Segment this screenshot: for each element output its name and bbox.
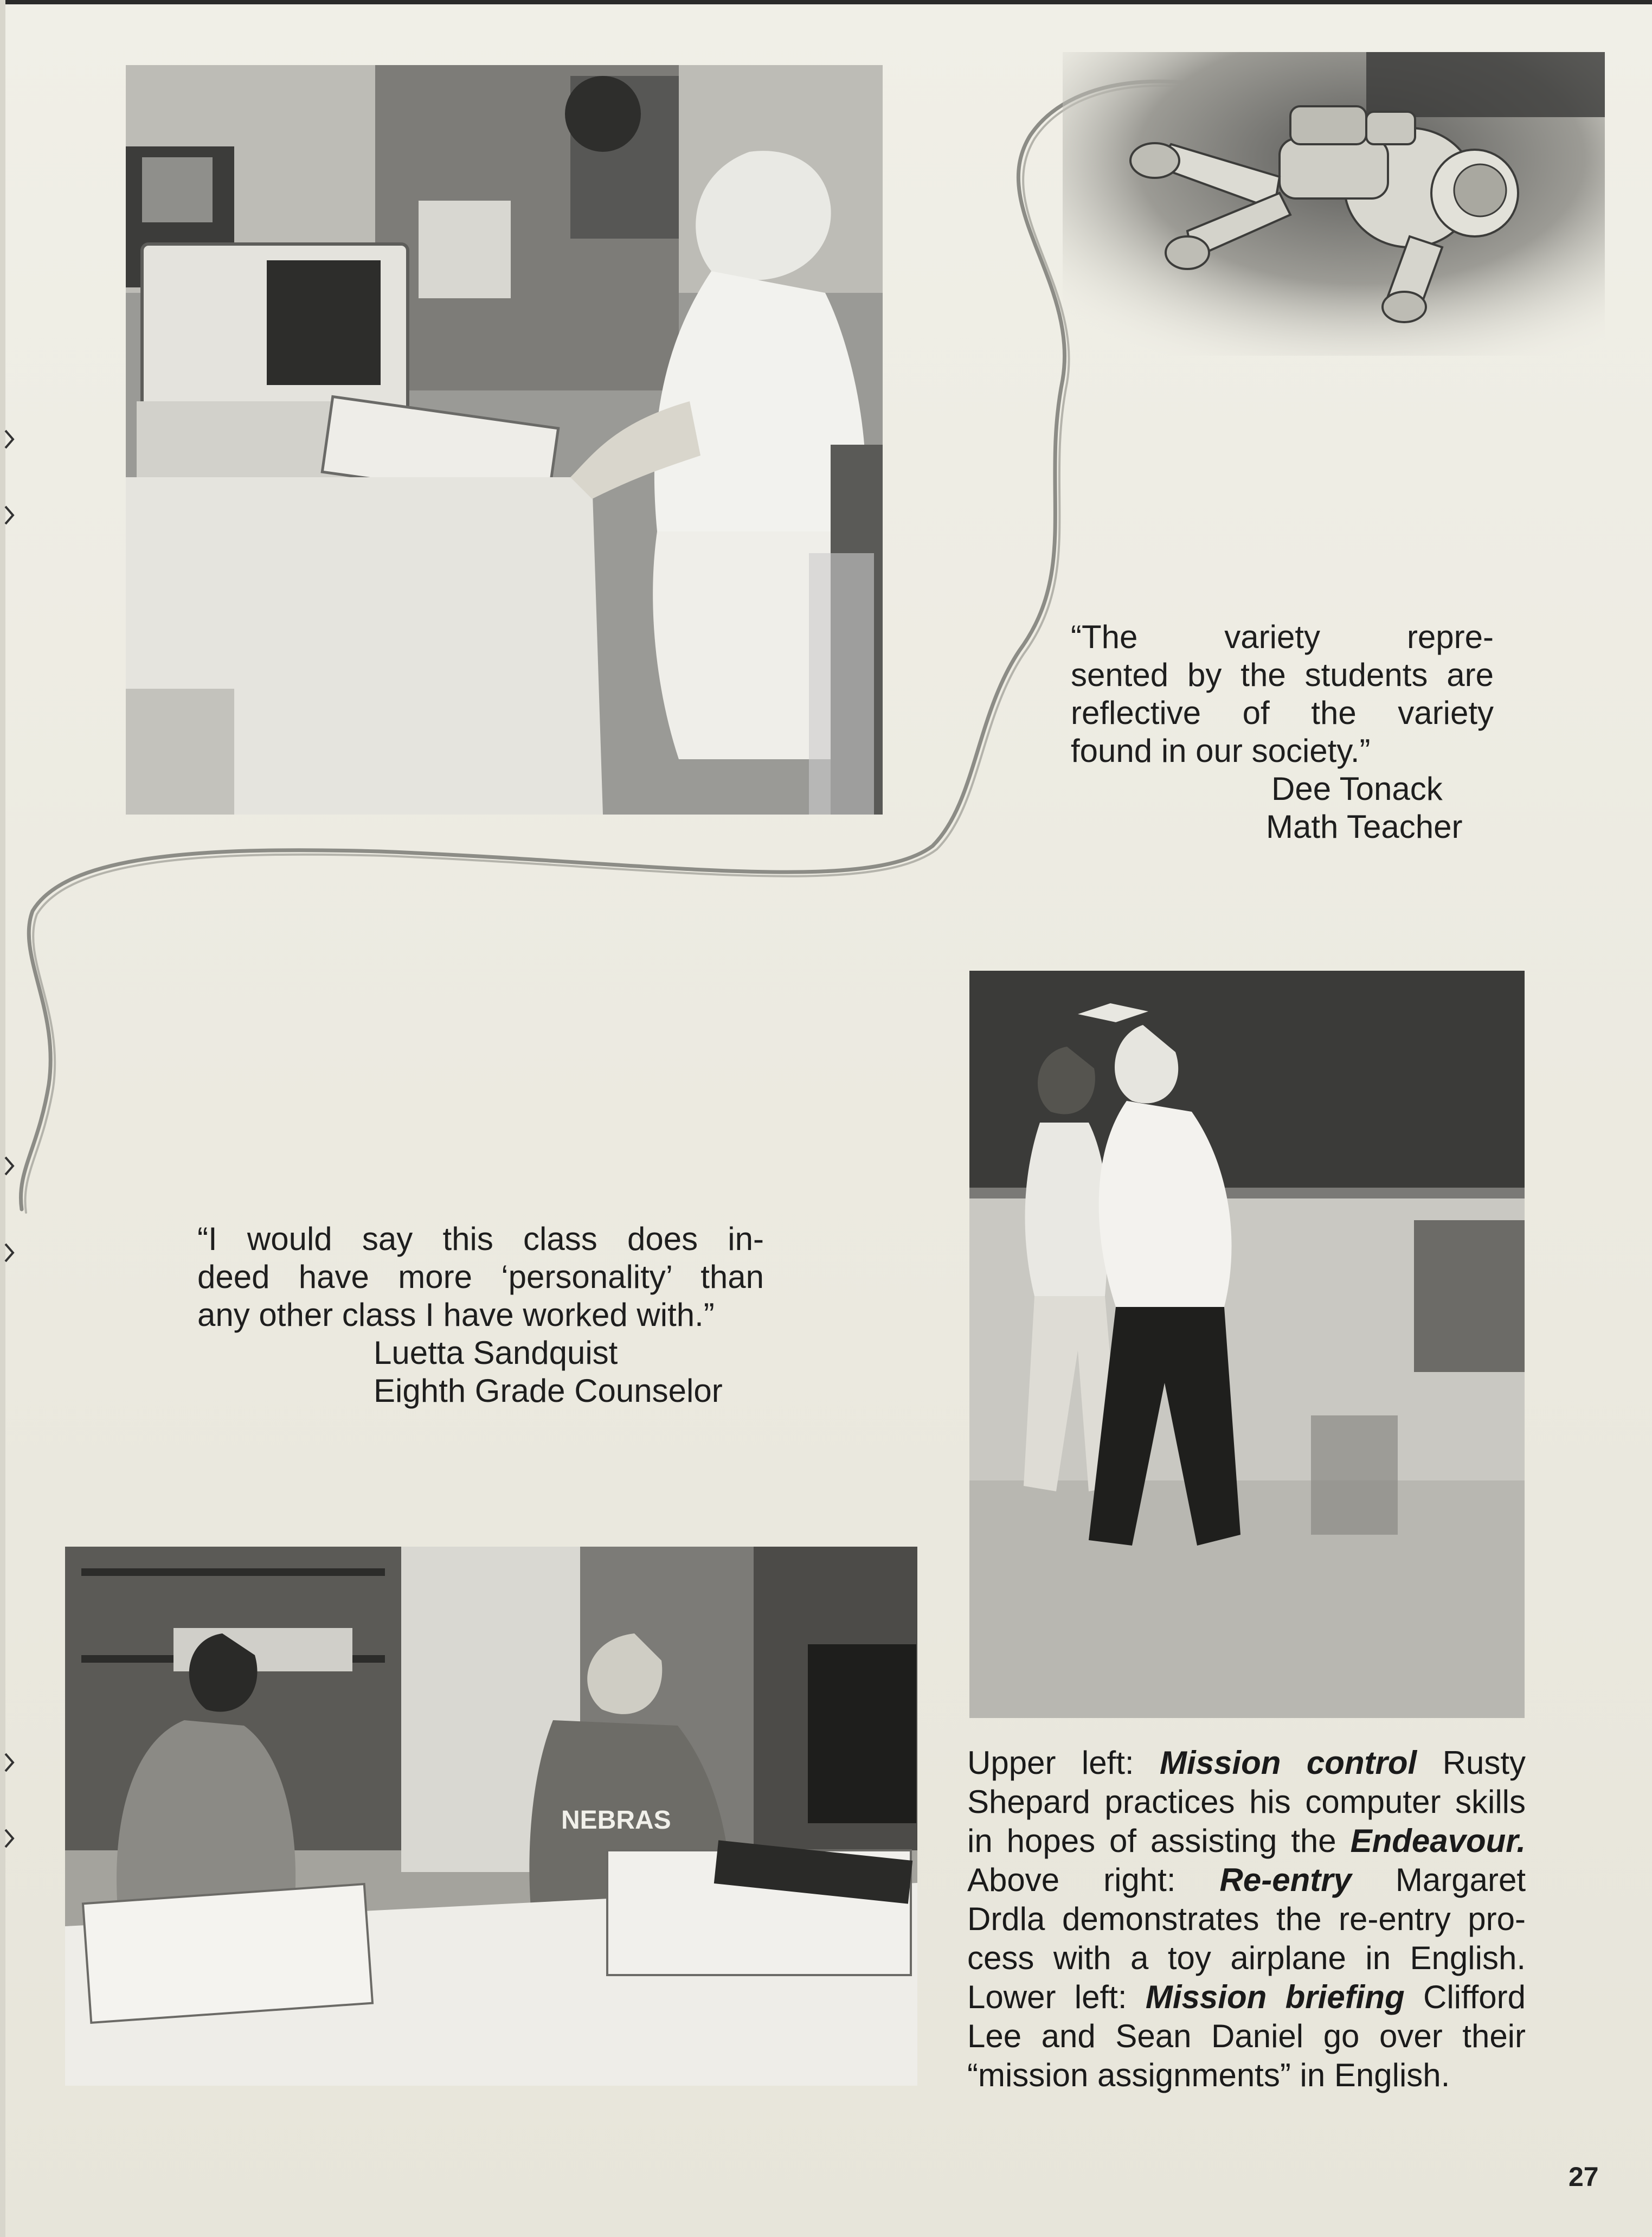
quote-line: found in our society.” xyxy=(1071,733,1371,769)
quote-line: reflective of the variety xyxy=(1071,695,1494,731)
caption-line xyxy=(967,1978,1526,2017)
binding-staple xyxy=(3,1155,15,1177)
quote-line: “I would say this class does in- xyxy=(197,1221,764,1257)
caption-lead: Lower left: xyxy=(967,1979,1146,2015)
photo-caption xyxy=(967,1744,1526,2095)
caption-text: Margaret xyxy=(1351,1862,1526,1898)
quote-author-name: Luetta Sandquist xyxy=(374,1335,618,1371)
quote-author-role: Math Teacher xyxy=(1266,809,1463,845)
photo-students-desk-image xyxy=(65,1547,917,2086)
photo-computer-lab-image xyxy=(126,65,883,815)
caption-headline: Endeavour. xyxy=(1350,1823,1526,1859)
caption-text: in hopes of assisting the xyxy=(967,1823,1351,1859)
caption-line: Shepard practices his computer skills xyxy=(967,1784,1526,1820)
quote-line: any other class I have worked with.” xyxy=(197,1297,715,1333)
astronaut-drawing xyxy=(1063,52,1605,356)
sweatshirt-lettering: NEBRAS xyxy=(561,1806,671,1835)
caption-headline: Mission control xyxy=(1160,1745,1417,1781)
caption-headline: Re-entry xyxy=(1219,1862,1352,1898)
binding-staple xyxy=(3,1752,15,1773)
photo-classroom-airplane-image xyxy=(969,971,1525,1718)
caption-line: Lee and Sean Daniel go over their xyxy=(967,2018,1526,2054)
quote-line: sented by the students are xyxy=(1071,657,1494,693)
binding-staple xyxy=(3,1242,15,1264)
caption-text: Rusty xyxy=(1417,1745,1526,1781)
page-number: 27 xyxy=(1569,2162,1599,2192)
quote-author-role: Eighth Grade Counselor xyxy=(374,1373,723,1409)
caption-lead: Above right: xyxy=(967,1862,1220,1898)
binding-staple xyxy=(3,428,15,450)
caption-text: Clifford xyxy=(1404,1979,1526,2015)
caption-line xyxy=(967,1822,1526,1861)
photo-mission-control xyxy=(126,65,883,815)
photo-mission-briefing xyxy=(65,1547,917,2086)
quote-luetta-sandquist xyxy=(197,1220,764,1410)
caption-line xyxy=(967,1744,1526,1783)
binding-staple xyxy=(3,504,15,526)
caption-line: Drdla demonstrates the re-entry pro- xyxy=(967,1901,1526,1937)
photo-re-entry xyxy=(969,971,1525,1718)
caption-line: cess with a toy airplane in English. xyxy=(967,1940,1526,1976)
quote-author-name: Dee Tonack xyxy=(1271,771,1443,807)
caption-line: “mission assignments” in English. xyxy=(967,2057,1450,2093)
caption-lead: Upper left: xyxy=(967,1745,1160,1781)
binding-staple xyxy=(3,1828,15,1849)
quote-dee-tonack xyxy=(1071,618,1494,846)
page-left-edge xyxy=(0,0,5,2237)
caption-headline: Mission briefing xyxy=(1145,1979,1405,2015)
quote-line: deed have more ‘personality’ than xyxy=(197,1259,764,1295)
page-top-edge xyxy=(0,0,1652,4)
quote-line: “The variety repre- xyxy=(1071,619,1494,655)
caption-line xyxy=(967,1861,1526,1900)
